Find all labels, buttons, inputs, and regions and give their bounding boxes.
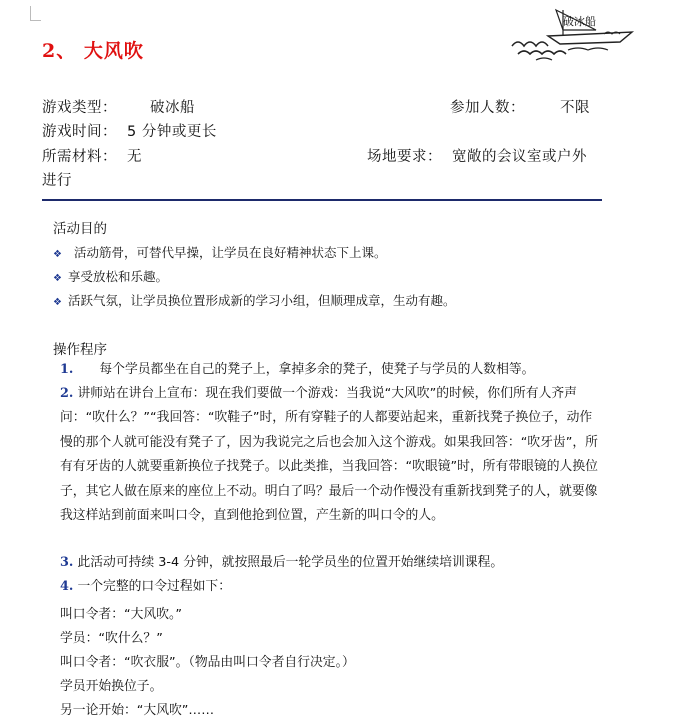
venue-label: 场地要求： <box>367 149 442 165</box>
page-corner-mark <box>30 6 41 21</box>
dialogue-line: 学员：“吹什么？” <box>60 631 163 646</box>
page-title: 2、 大风吹 <box>42 40 144 62</box>
diamond-bullet-icon: ❖ <box>53 273 62 284</box>
step-number: 3. <box>60 555 74 570</box>
diamond-bullet-icon: ❖ <box>53 297 62 308</box>
time-value: 5 分钟或更长 <box>127 124 217 140</box>
logo-text: 破冰船 <box>563 15 596 28</box>
procedure-step: 2. 讲师站在讲台上宣布：现在我们要做一个游戏：当我说“大风吹”的时候，你们所有人齐声问：“吹什么？”“我回答：“吹鞋子”时，所有穿鞋子的人都要站起来，重新找凳子换位子，动作慢的那个人就可能没有凳子了，因为我说完之后也会加入这个游戏。如果我回答：“吹牙齿”，所有有牙齿的人就要重新换位子找凳子。以此类推，当我回答：“吹眼镜”时，所有带眼镜的人换位子，其它人做在原来的座位上不动。明白了吗？最后一个动作慢没有重新找到凳子的人，就要像我这样站到前面来叫口令，直到他抢到位置，产生新的叫口令的人。 <box>60 386 598 524</box>
procedure-step: 1. 每个学员都坐在自己的凳子上，拿掉多余的凳子，使凳子与学员的人数相等。 <box>60 362 535 377</box>
section-divider <box>42 199 602 201</box>
step-number: 1. <box>60 362 74 377</box>
step-number: 4. <box>60 579 74 594</box>
venue-value: 宽敞的会议室或户外 <box>452 149 587 165</box>
materials-label: 所需材料： <box>42 149 117 165</box>
game-type-value: 破冰船 <box>150 100 195 116</box>
purpose-item: ❖ 活跃气氛，让学员换位置形成新的学习小组，但顺理成章，生动有趣。 <box>53 293 456 308</box>
time-label: 游戏时间： <box>42 124 117 140</box>
step-number: 2. <box>60 386 74 401</box>
procedure-heading: 操作程序 <box>53 342 107 358</box>
purpose-item: ❖ 享受放松和乐趣。 <box>53 269 168 284</box>
dialogue-line: 学员开始换位子。 <box>60 679 163 694</box>
venue-value-wrap: 进行 <box>42 173 72 189</box>
dialogue-line: 叫口令者：“吹衣服”。（物品由叫口令者自行决定。） <box>60 655 355 670</box>
procedure-step: 4. 一个完整的口令过程如下： <box>60 579 231 594</box>
participants-value: 不限 <box>560 100 590 116</box>
dialogue-line: 叫口令者：“大风吹。” <box>60 607 183 622</box>
materials-value: 无 <box>127 149 142 165</box>
game-type-label: 游戏类型： <box>42 100 117 116</box>
dialogue-line: 另一论开始：“大风吹”…… <box>60 703 215 718</box>
purpose-item: ❖ 活动筋骨，可替代早操，让学员在良好精神状态下上课。 <box>53 245 387 260</box>
purpose-heading: 活动目的 <box>53 221 107 237</box>
diamond-bullet-icon: ❖ <box>53 249 62 260</box>
procedure-step: 3. 此活动可持续 3-4 分钟，就按照最后一轮学员坐的位置开始继续培训课程。 <box>60 555 504 570</box>
participants-label: 参加人数： <box>450 100 525 116</box>
